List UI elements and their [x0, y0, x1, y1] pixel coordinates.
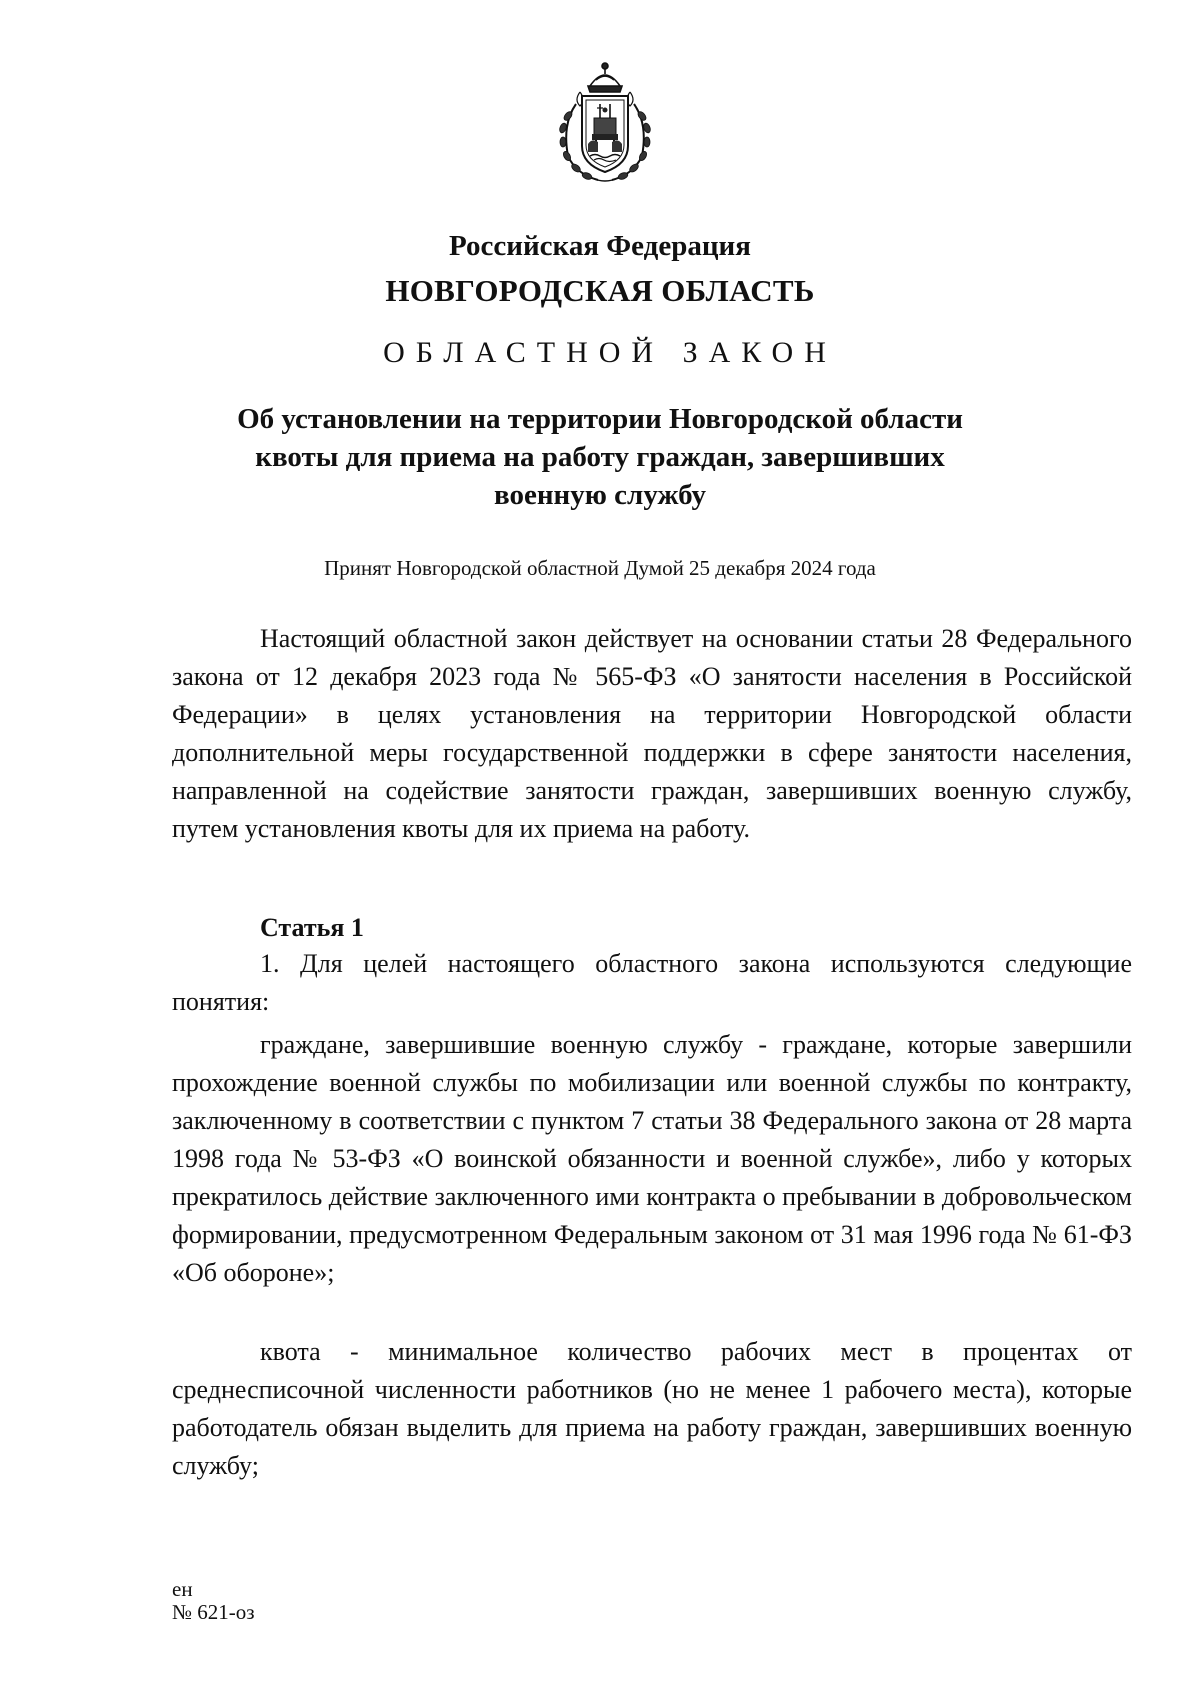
region-name: НОВГОРОДСКАЯ ОБЛАСТЬ: [385, 273, 815, 308]
definition-paragraph: [172, 1026, 1132, 1292]
registration-number: № 621-оз: [172, 1600, 255, 1624]
article-point: [172, 945, 1132, 1021]
preamble-text: Настоящий областной закон действует на основании статьи 28 Федерального закона от 12 декабря 2023 года № 565-ФЗ «О занятости населения в Российской Федерации» в целях установления на территории Новгородской области дополнительной меры государственной поддержки в сфере занятости населения, направленной на содействие занятости граждан, завершивших военную службу, путем установления квоты для их приема на работу.: [172, 624, 1132, 843]
article-point-text: 1. Для целей настоящего областного закона используются следующие понятия:: [172, 949, 1132, 1016]
definition-citizens-text: граждане, завершившие военную службу - граждане, которые завершили прохождение военной службы по мобилизации или военной службы по контракту, заключенному в соответствии с пунктом 7 статьи 38 Федерального закона от 28 марта 1998 года № 53-ФЗ «О воинской обязанности и военной службе», либо у которых прекратилось действие заключенного ими контракта о пребывании в добровольческом формировании, предусмотренном Федеральным законом от 31 мая 1996 года № 61-ФЗ «Об обороне»;: [172, 1030, 1132, 1287]
definition-quota-text: квота - минимальное количество рабочих мест в процентах от среднесписочной численности работников (но не менее 1 рабочего места), которые работодатель обязан выделить для приема на работу граждан, завершивших военную службу;: [172, 1337, 1132, 1480]
definition-paragraph: [172, 1333, 1132, 1485]
coat-of-arms-icon: [546, 60, 664, 186]
article-heading: Статья 1: [260, 913, 364, 942]
adoption-note: Принят Новгородской областной Думой 25 декабря 2024 года: [324, 556, 876, 580]
law-title: [0, 400, 1200, 514]
registration-mark: [172, 1578, 255, 1624]
registration-initials: ен: [172, 1577, 193, 1601]
preamble-paragraph: [172, 620, 1132, 848]
country-name: Российская Федерация: [449, 230, 751, 262]
law-type-heading: ОБЛАСТНОЙ ЗАКОН: [383, 336, 837, 369]
law-title-line: Об установлении на территории Новгородской области: [237, 403, 963, 435]
law-title-line: квоты для приема на работу граждан, завершивших: [255, 441, 945, 473]
law-title-line: военную службу: [494, 479, 706, 511]
